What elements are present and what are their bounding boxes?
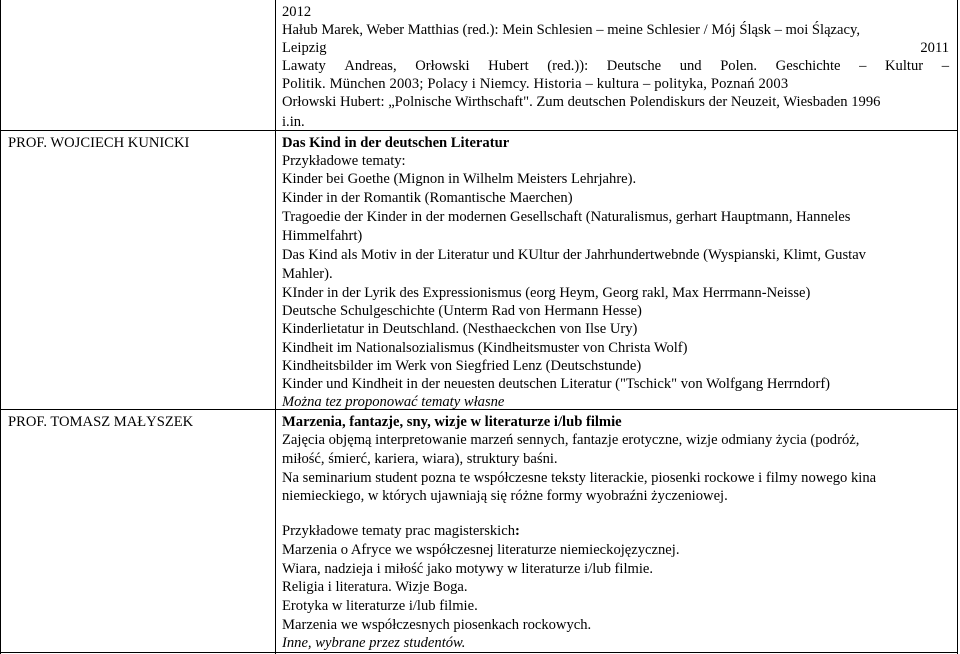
bib-lawaty-word: Hubert (488, 58, 529, 74)
topic-item: Das Kind als Motiv in der Literatur und KUltur der Jahrhundertwebnde (Wyspianski, Klimt, Gustav (282, 247, 866, 263)
thesis-topics-colon: : (515, 523, 520, 539)
bib-halub: Hałub Marek, Weber Matthias (red.): Mein Schlesien – meine Schlesier / Mój Śląsk – moi Ślązacy, (282, 22, 860, 38)
seminar-description: niemieckiego, w których ujawniają się różne formy wyobraźni życzeniowej. (282, 488, 728, 504)
example-topics-label: Przykładowe tematy: (282, 153, 406, 169)
topic-item: Deutsche Schulgeschichte (Unterm Rad von Hermann Hesse) (282, 303, 642, 319)
topic-item: Kindheitsbilder im Werk von Siegfried Lenz (Deutschstunde) (282, 358, 642, 374)
topic-item: Himmelfahrt) (282, 228, 363, 244)
bib-lawaty-word: und (679, 58, 702, 74)
bib-leipzig: Leipzig (282, 40, 327, 56)
topic-item: Kinder in der Romantik (Romantische Maerchen) (282, 190, 573, 206)
thesis-topic-item: Marzenia we współczesnych piosenkach rockowych. (282, 617, 592, 633)
professor-malyszek: PROF. TOMASZ MAŁYSZEK (8, 414, 194, 430)
topic-item: Kinder bei Goethe (Mignon in Wilhelm Meisters Lehrjahre). (282, 171, 637, 187)
bib-lawaty-word: Deutsche (606, 58, 662, 74)
bib-lawaty-word: Polen. (720, 58, 758, 74)
topic-item: KInder in der Lyrik des Expressionismus (eorg Heym, Georg rakl, Max Herrmann-Neisse) (282, 285, 811, 301)
table-bottom-border (0, 652, 958, 653)
bib-politik: Politik. München 2003; Polacy i Niemcy. Historia – kultura – polityka, Poznań 2003 (282, 76, 789, 92)
table-right-border (957, 0, 958, 654)
topic-item: Mahler). (282, 266, 333, 282)
seminar-description: miłość, śmierć, kariera, wiara), struktury baśni. (282, 451, 558, 467)
thesis-topic-item: Wiara, nadzieja i miłość jako motywy w literaturze i/lub filmie. (282, 561, 654, 577)
thesis-topic-item: Erotyka w literaturze i/lub filmie. (282, 598, 478, 614)
bib-lawaty-word: – (859, 58, 867, 74)
topic-item: Tragoedie der Kinder in der modernen Gesellschaft (Naturalismus, gerhart Hauptmann, Hanneles (282, 209, 851, 225)
bib-lawaty-word: (red.)): (547, 58, 589, 74)
seminar-title-malyszek: Marzenia, fantazje, sny, wizje w literaturze i/lub filmie (282, 414, 622, 430)
seminar-title-kunicki: Das Kind in der deutschen Literatur (282, 135, 510, 151)
bib-lawaty-word: Kultur (885, 58, 924, 74)
thesis-topics-label (282, 522, 520, 540)
seminar-description: Zajęcia objęmą interpretowanie marzeń sennych, fantazje erotyczne, wizje odmiany życia (podróż, (282, 432, 860, 448)
bib-lawaty-word: Andreas, (344, 58, 397, 74)
bib-year: 2012 (282, 4, 312, 20)
bib-orlowski: Orłowski Hubert: „Polnische Wirthschaft". Zum deutschen Polendiskurs der Neuzeit, Wiesbaden 1996 (282, 94, 881, 110)
bib-lawaty-word: Geschichte (775, 58, 841, 74)
bib-leipzig-year: 2011 (920, 40, 949, 56)
row-divider-1 (0, 130, 958, 131)
thesis-topic-item: Religia i literatura. Wizje Boga. (282, 579, 468, 595)
closing-note: Inne, wybrane przez studentów. (282, 635, 466, 651)
bib-iin: i.in. (282, 114, 305, 130)
bib-leipzig-row (282, 39, 949, 57)
professor-kunicki: PROF. WOJCIECH KUNICKI (8, 135, 190, 151)
column-divider (275, 0, 276, 654)
table-left-border (0, 0, 1, 654)
thesis-topics-label-text: Przykładowe tematy prac magisterskich (282, 523, 516, 539)
seminar-description: Na seminarium student pozna te współczesne teksty literackie, piosenki rockowe i filmy nowego kina (282, 470, 877, 486)
topic-item: Kinder und Kindheit in der neuesten deutschen Literatur ("Tschick" von Wolfgang Herrndorf) (282, 376, 831, 392)
topic-item: Kindheit im Nationalsozialismus (Kindheitsmuster von Christa Wolf) (282, 340, 688, 356)
thesis-topic-item: Marzenia o Afryce we współczesnej literaturze niemieckojęzycznej. (282, 542, 680, 558)
bib-lawaty-word: – (941, 58, 949, 74)
bib-lawaty-word: Lawaty (282, 58, 326, 74)
bib-lawaty (282, 57, 949, 75)
topic-item: Kinderlietatur in Deutschland. (Nesthaeckchen von Ilse Ury) (282, 321, 638, 337)
own-topics-note: Można tez proponować tematy własne (282, 394, 505, 410)
bib-lawaty-word: Orłowski (415, 58, 470, 74)
